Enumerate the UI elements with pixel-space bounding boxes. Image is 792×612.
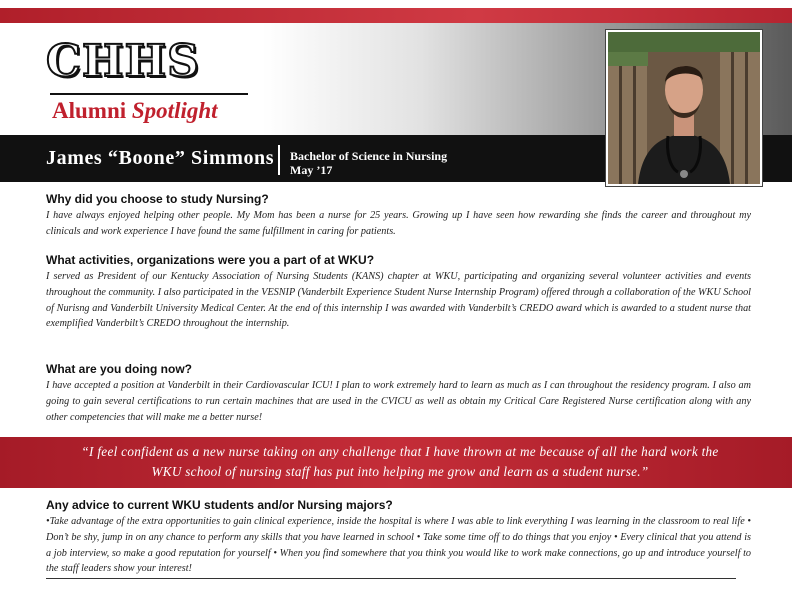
spotlight-word-spotlight: Spotlight <box>131 98 218 123</box>
section-activities <box>46 253 751 332</box>
spotlight-word-alumni: Alumni <box>52 98 127 123</box>
answer-text: •Take advantage of the extra opportunities to gain clinical experience, inside the hospital is where I was able to link everything I was learning in the classroom to real life • Don’t be shy, jump in on any chance to perform any skills that you have learned in school • Take some time off to do things that you enjoy • Every clinical that you attend is a job interview, so make a good reputation for yourself • When you find somewhere that you think you would like to work make connections, go up and introduce yourself to the staff leaders show your interest! <box>46 516 751 575</box>
pull-quote: “I feel confident as a new nurse taking on any challenge that I have thrown at me because of all the hard work the WKU school of nursing staff has put into helping me grow and learn as a student nurse.” <box>81 444 719 479</box>
alumnus-name: James “Boone” Simmons <box>46 147 275 169</box>
portrait-illustration <box>608 32 760 184</box>
chhs-logo: CHHS <box>46 36 200 87</box>
degree-info <box>290 149 447 177</box>
question-heading: What activities, organizations were you a part of at WKU? <box>46 253 375 267</box>
answer-text: I have accepted a position at Vanderbilt in their Cardiovascular ICU! I plan to work extremely hard to learn as much as I can throughout the residency program. I also am going to gain several certifications to run certain machines that are used in the CVICU as well as obtain my Critical Care Registered Nurse certification along with any other competencies that will make me a better nurse! <box>46 380 751 423</box>
degree-title: Bachelor of Science in Nursing <box>290 149 448 163</box>
question-heading: What are you doing now? <box>46 362 192 376</box>
name-divider <box>278 145 280 175</box>
bottom-rule <box>46 578 736 579</box>
graduation-date: May ’17 <box>290 163 333 177</box>
alumni-spotlight-title <box>52 98 218 123</box>
question-heading: Why did you choose to study Nursing? <box>46 192 269 206</box>
answer-text: I served as President of our Kentucky Association of Nursing Students (KANS) chapter at WKU, participating and organizing several volunteer activities and events throughout the community. I also participated in the VESNIP (Vanderbilt Experience Student Nurse Internship Program) offered through a collaboration of the WKU School of Nurisng and Vanderbilt University Medical Center. At the end of this internship I was awarded with Vanderbilt’s CREDO award which is awarded to a student nurse that exemplified Vanderbilt’s CREDO throughout the internship. <box>46 271 751 330</box>
logo-underline <box>50 93 248 95</box>
top-accent-bar <box>0 8 792 23</box>
section-doing-now <box>46 362 751 425</box>
section-why-nursing <box>46 192 751 240</box>
question-heading: Any advice to current WKU students and/or Nursing majors? <box>46 498 393 512</box>
answer-text: I have always enjoyed helping other people. My Mom has been a nurse for 25 years. Growing up I have seen how rewarding she finds the career and throughout my clinicals and work experience I have found the same fulfillment in caring for patients. <box>46 210 751 237</box>
section-advice <box>46 498 751 577</box>
alumnus-photo <box>606 30 762 186</box>
